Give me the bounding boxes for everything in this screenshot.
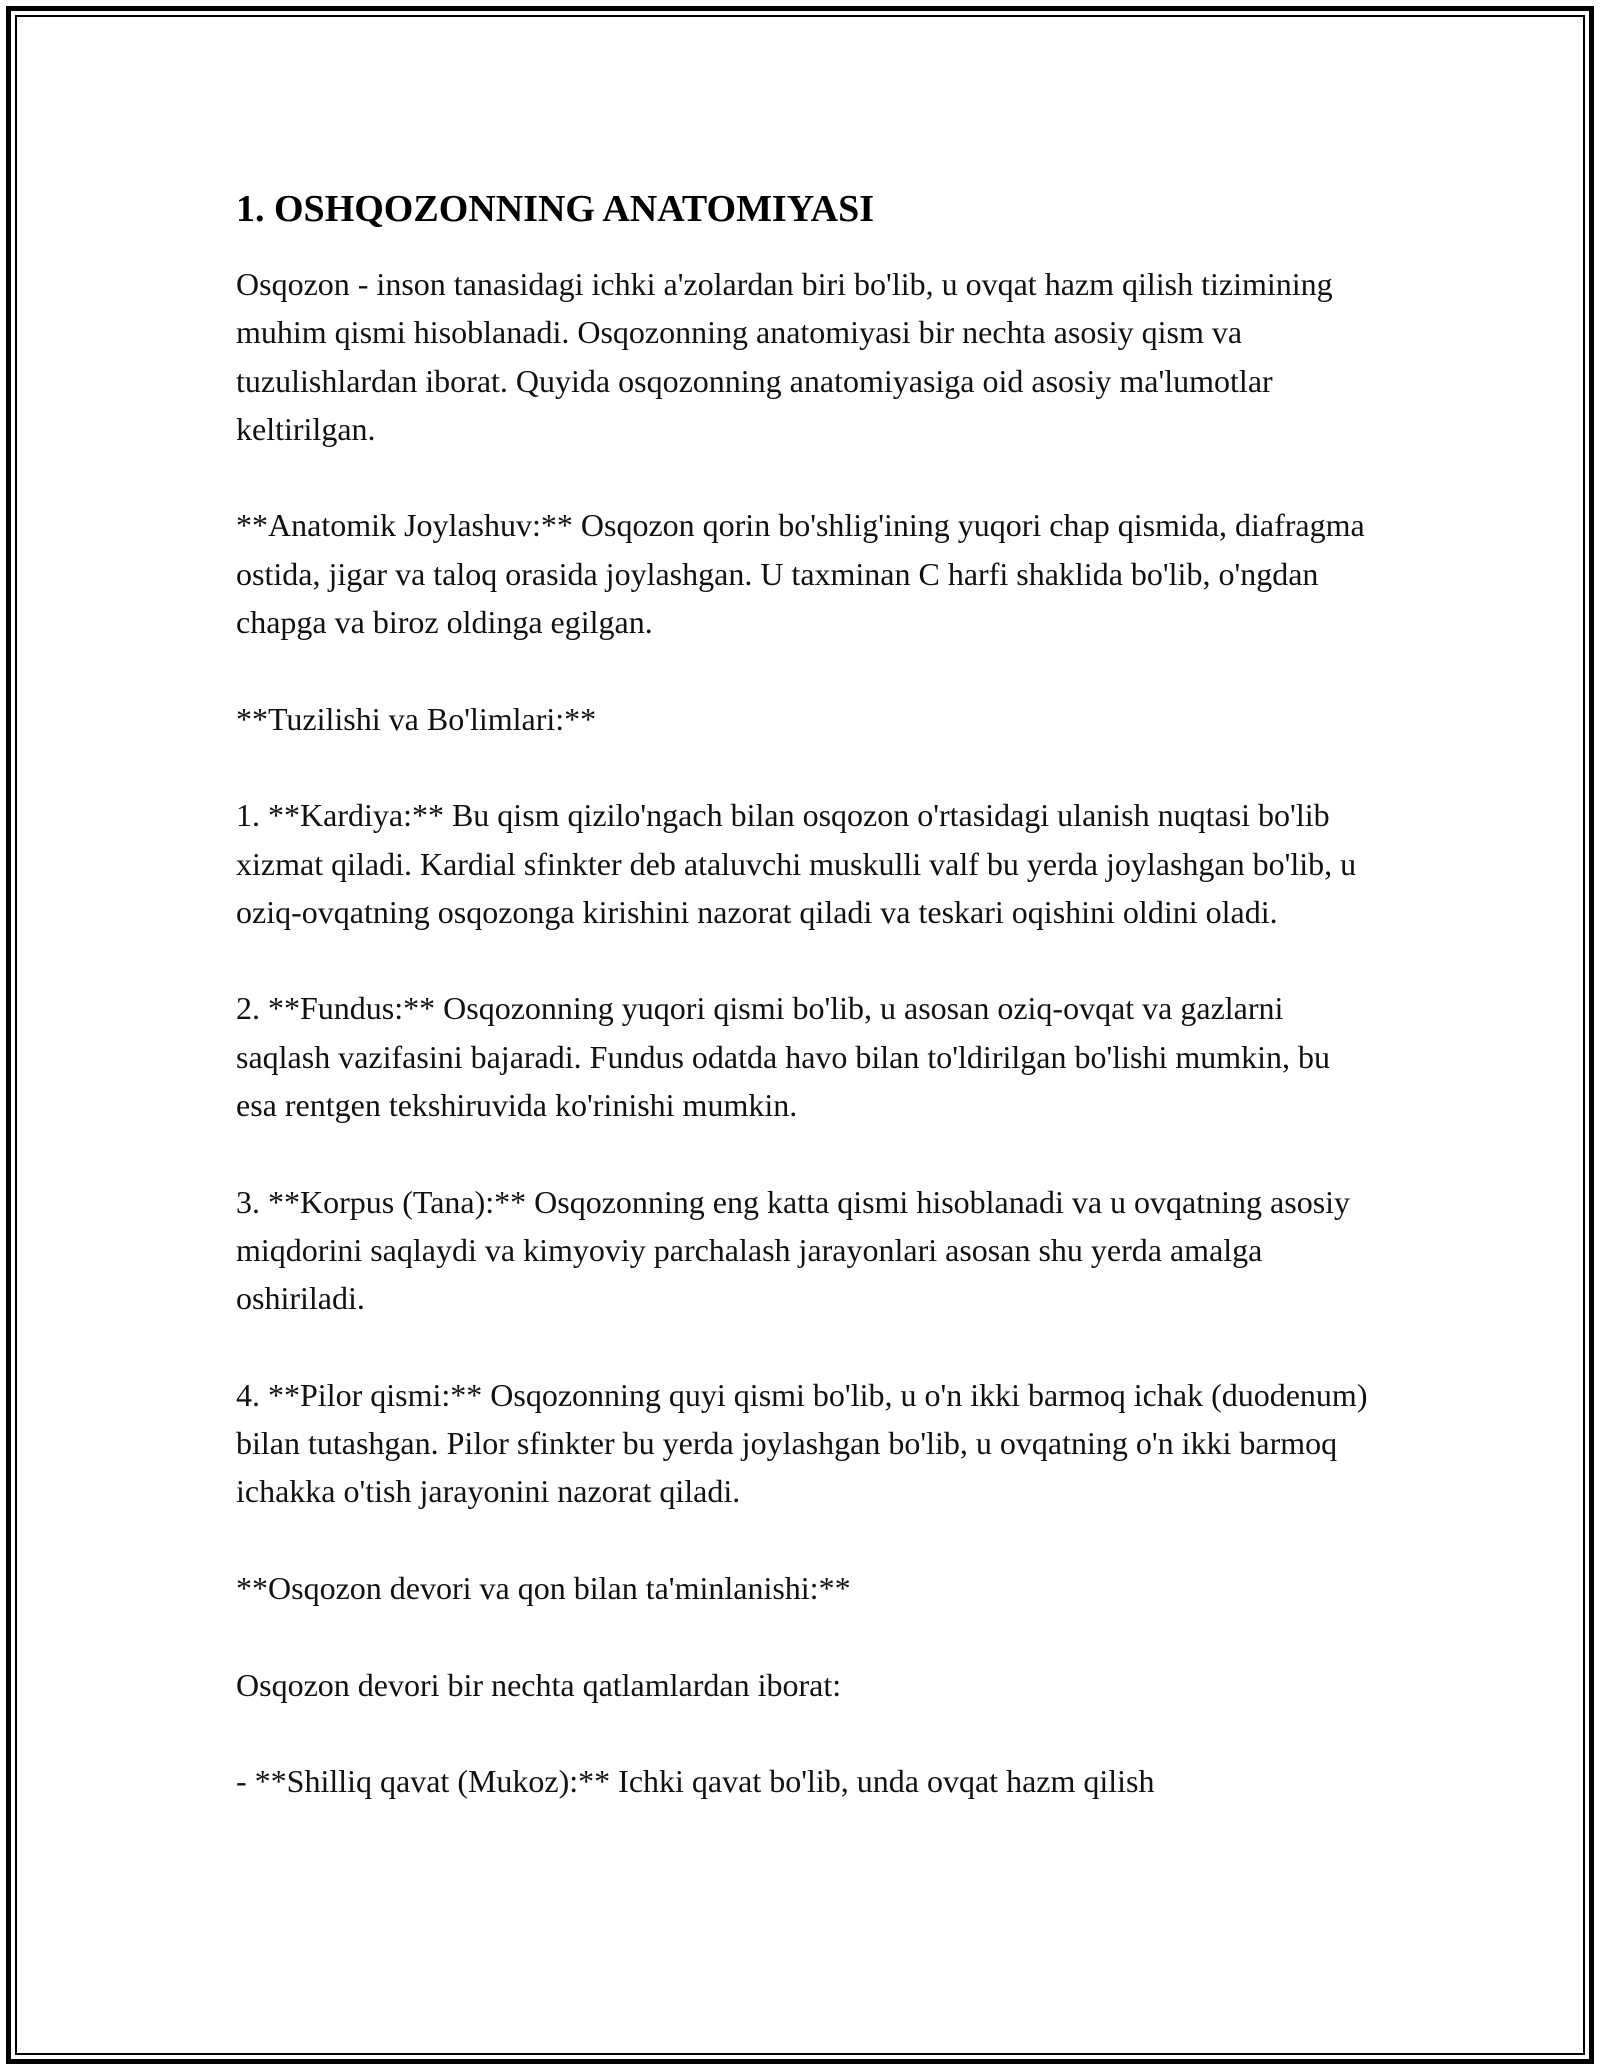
paragraph-structure-heading: **Tuzilishi va Bo'limlari:**: [236, 700, 597, 737]
section-heading: 1. OSHQOZONNING ANATOMIYASI: [236, 188, 875, 230]
paragraph-fundus: 2. **Fundus:** Osqozonning yuqori qismi bo'lib, u asosan oziq-ovqat va gazlarni saqlash vazifasini bajaradi. Fundus odatda havo bilan to'ldirilgan bo'lishi mumkin, bu esa rentgen tekshiruvida ko'rinishi mumkin.: [236, 990, 1331, 1124]
paragraph-mucosa: - **Shilliq qavat (Mukoz):** Ichki qavat bo'lib, unda ovqat hazm qilish: [236, 1763, 1155, 1800]
paragraph-anatomical-location: **Anatomik Joylashuv:** Osqozon qorin bo'shlig'ining yuqori chap qismida, diafragma ostida, jigar va taloq orasida joylashgan. U taxminan C harfi shaklida bo'lib, o'ngdan chapga va biroz oldinga egilgan.: [236, 507, 1365, 641]
paragraph-cardia: 1. **Kardiya:** Bu qism qizilo'ngach bilan osqozon o'rtasidagi ulanish nuqtasi bo'lib xizmat qiladi. Kardial sfinkter deb ataluvchi muskulli valf bu yerda joylashgan bo'lib, u oziq-ovqatning osqozonga kirishini nazorat qiladi va teskari oqishini oldini oladi.: [236, 797, 1357, 930]
paragraph-wall-heading: **Osqozon devori va qon bilan ta'minlanishi:**: [236, 1570, 851, 1607]
paragraph-intro: Osqozon - inson tanasidagi ichki a'zolardan biri bo'lib, u ovqat hazm qilish tizimining muhim qismi hisoblanadi. Osqozonning anatomiyasi bir nechta asosiy qism va tuzulishlardan iborat. Quyida osqozonning anatomiyasiga oid asosiy ma'lumotlar keltirilgan.: [236, 266, 1333, 447]
paragraph-wall-layers: Osqozon devori bir nechta qatlamlardan iborat:: [236, 1666, 842, 1703]
paragraph-corpus: 3. **Korpus (Tana):** Osqozonning eng katta qismi hisoblanadi va u ovqatning asosiy miqdorini saqlaydi va kimyoviy parchalash jarayonlari asosan shu yerda amalga oshiriladi.: [236, 1183, 1351, 1317]
paragraph-pylorus: 4. **Pilor qismi:** Osqozonning quyi qismi bo'lib, u o'n ikki barmoq ichak (duodenum) bilan tutashgan. Pilor sfinkter bu yerda joylashgan bo'lib, u ovqatning o'n ikki barmoq ichakka o'tish jarayonini nazorat qiladi.: [236, 1376, 1368, 1510]
document-body: [236, 186, 1376, 1806]
